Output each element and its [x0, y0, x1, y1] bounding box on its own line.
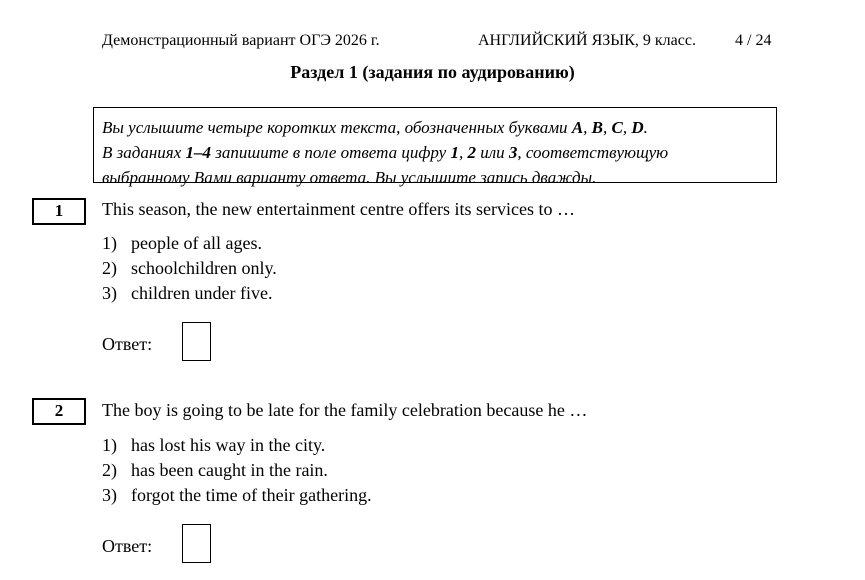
- letter-d: D: [631, 118, 644, 137]
- instructions-text: Вы услышите четыре коротких текста, обозначенных буквами: [102, 118, 572, 137]
- option-item: [102, 258, 277, 279]
- separator: ,: [458, 143, 468, 162]
- instructions-box: [93, 107, 777, 187]
- digit-3: 3: [508, 143, 518, 162]
- separator: ,: [583, 118, 592, 137]
- instructions-line-3: выбранному Вами варианту ответа. Вы услышите запись дважды.: [102, 168, 597, 187]
- instructions-line-2: [102, 140, 776, 165]
- question-number-box: 1: [32, 198, 86, 225]
- header-exam-title: Демонстрационный вариант ОГЭ 2026 г.: [102, 32, 380, 49]
- option-number: 1): [102, 435, 117, 455]
- option-item: [102, 233, 262, 254]
- letter-b: B: [591, 118, 603, 137]
- option-item: [102, 283, 272, 304]
- option-text: people of all ages.: [131, 233, 262, 253]
- digit-1: 1: [450, 143, 459, 162]
- option-text: has been caught in the rain.: [131, 460, 328, 480]
- option-text: children under five.: [131, 283, 273, 303]
- option-text: schoolchildren only.: [131, 258, 277, 278]
- instructions-text: , соответствующую: [517, 143, 669, 162]
- question-number-box: 2: [32, 398, 86, 425]
- separator: ,: [622, 118, 632, 137]
- instructions-line-1: [102, 115, 776, 140]
- section-title: Раздел 1 (задания по аудированию): [290, 62, 575, 82]
- option-number: 2): [102, 258, 117, 278]
- letter-a: A: [571, 118, 584, 137]
- answer-field[interactable]: [182, 524, 211, 563]
- instructions-text: или: [475, 143, 509, 162]
- answer-field[interactable]: [182, 322, 211, 361]
- answer-label: Ответ:: [102, 536, 153, 556]
- option-text: forgot the time of their gathering.: [131, 485, 372, 505]
- task-range: 1–4: [185, 143, 211, 162]
- option-text: has lost his way in the city.: [131, 435, 326, 455]
- page-number: 4 / 24: [735, 32, 772, 49]
- instructions-text: запишите в поле ответа цифру: [211, 143, 451, 162]
- option-number: 3): [102, 283, 117, 303]
- header-subject: АНГЛИЙСКИЙ ЯЗЫК, 9 класс.: [478, 32, 696, 49]
- letter-c: C: [611, 118, 623, 137]
- separator: .: [643, 118, 648, 137]
- option-number: 2): [102, 460, 117, 480]
- option-number: 1): [102, 233, 117, 253]
- option-item: [102, 460, 328, 481]
- option-item: [102, 485, 372, 506]
- separator: ,: [603, 118, 612, 137]
- question-text: The boy is going to be late for the family celebration because he …: [102, 400, 588, 420]
- digit-2: 2: [467, 143, 476, 162]
- instructions-text: В заданиях: [102, 143, 186, 162]
- option-number: 3): [102, 485, 117, 505]
- question-text: This season, the new entertainment centre offers its services to …: [102, 199, 576, 219]
- option-item: [102, 435, 325, 456]
- answer-label: Ответ:: [102, 334, 153, 354]
